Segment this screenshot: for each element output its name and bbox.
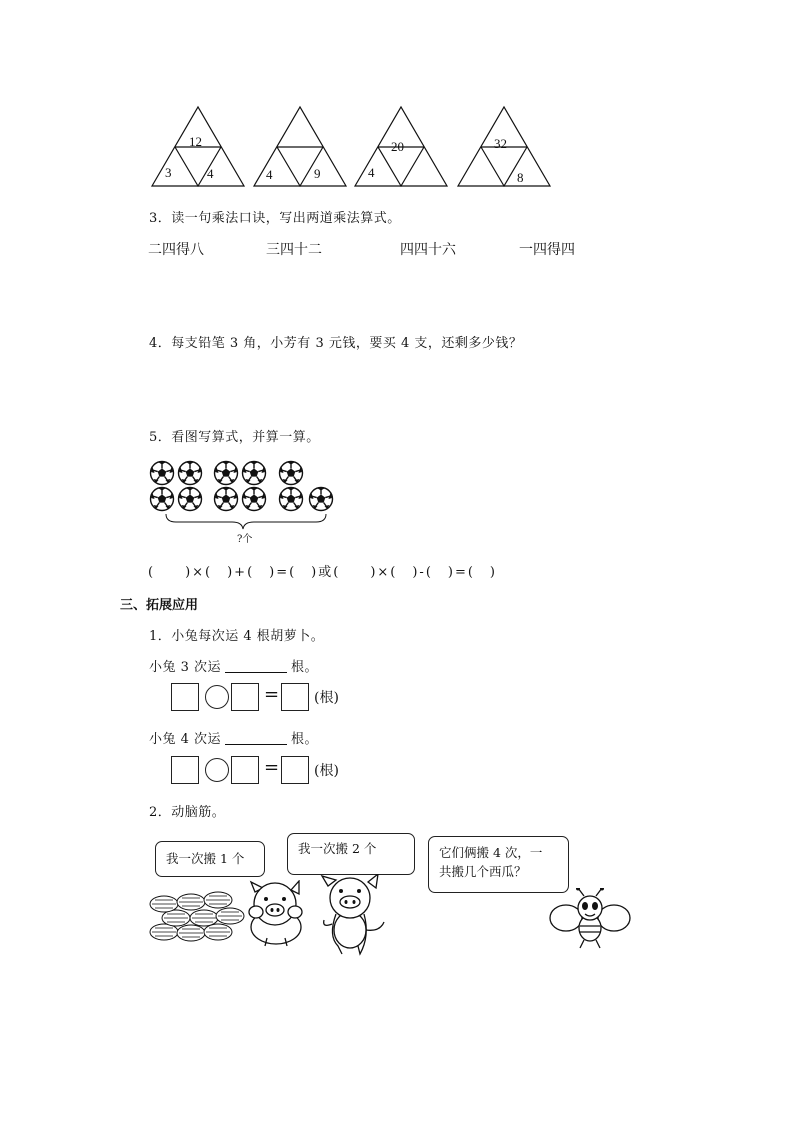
speech-bubble-3	[428, 836, 569, 893]
speech-bubble-2: 我一次搬 2 个	[287, 833, 415, 875]
question-4: 4．每支铅笔 3 角，小芳有 3 元钱，要买 4 支，还剩多少钱？	[149, 336, 523, 351]
equals-sign: =	[264, 684, 280, 705]
section-3-heading: 三、拓展应用	[120, 598, 199, 613]
triangle-4-top: 32	[494, 136, 507, 151]
triangle-1-right: 4	[207, 166, 214, 181]
answer-blank-2[interactable]	[225, 744, 287, 745]
triangle-4-right: 8	[517, 170, 524, 185]
soccer-ball	[243, 488, 266, 511]
soccer-ball	[179, 488, 202, 511]
phrase-1: 二四得八	[148, 242, 204, 258]
soccer-ball	[310, 488, 333, 511]
soccer-ball	[151, 488, 174, 511]
rabbit-line-1-suffix: 根。	[291, 660, 319, 675]
triangle-2-right: 9	[314, 166, 321, 181]
triangle-1-top: 12	[189, 134, 202, 149]
soccer-ball	[215, 462, 238, 485]
answer-box[interactable]	[231, 683, 259, 711]
watermelon-pile-illustration	[146, 880, 251, 945]
brace-label: ?个	[237, 534, 253, 545]
answer-blank-1[interactable]	[225, 672, 287, 673]
q5-formula: ( )×( )+( )=( )或( )×( )-( )=( )	[148, 565, 498, 580]
phrase-3: 四四十六	[400, 242, 456, 258]
soccer-ball	[243, 462, 266, 485]
answer-box[interactable]	[281, 683, 309, 711]
operator-circle[interactable]	[205, 758, 229, 782]
soccer-ball	[151, 462, 174, 485]
equals-sign: =	[264, 757, 280, 778]
question-5: 5．看图写算式，并算一算。	[149, 430, 320, 445]
answer-box[interactable]	[281, 756, 309, 784]
triangle-2-left: 4	[266, 167, 273, 182]
answer-box[interactable]	[171, 683, 199, 711]
bee-illustration	[548, 888, 632, 950]
question-3: 3．读一句乘法口诀，写出两道乘法算式。	[149, 211, 401, 226]
pig-2-illustration	[318, 874, 388, 956]
speech-bubble-3-line1: 它们俩搬 4 次，一	[439, 845, 543, 860]
triangle-3-left: 4	[368, 165, 375, 180]
brace	[166, 514, 326, 529]
soccer-ball	[280, 488, 303, 511]
phrase-2: 三四十二	[266, 242, 322, 258]
soccer-ball	[215, 488, 238, 511]
unit-label: (根)	[314, 690, 339, 706]
unit-label: (根)	[314, 763, 339, 779]
speech-bubble-1: 我一次搬 1 个	[155, 841, 265, 877]
pig-1-illustration	[243, 880, 308, 948]
triangle-1-left: 3	[165, 165, 172, 180]
rabbit-line-2	[149, 728, 318, 747]
operator-circle[interactable]	[205, 685, 229, 709]
soccer-ball	[280, 462, 303, 485]
rabbit-line-2-prefix: 小兔 4 次运	[149, 732, 222, 747]
speech-bubble-3-line2: 共搬几个西瓜？	[439, 864, 527, 879]
soccer-ball	[179, 462, 202, 485]
rabbit-line-2-suffix: 根。	[291, 732, 319, 747]
s3-question-1: 1．小兔每次运 4 根胡萝卜。	[149, 629, 325, 644]
triangle-3-top: 20	[391, 139, 404, 154]
answer-box[interactable]	[171, 756, 199, 784]
phrase-4: 一四得四	[519, 242, 575, 258]
answer-box[interactable]	[231, 756, 259, 784]
rabbit-line-1-prefix: 小兔 3 次运	[149, 660, 222, 675]
s3-question-2: 2．动脑筋。	[149, 805, 226, 820]
rabbit-line-1	[149, 656, 318, 675]
